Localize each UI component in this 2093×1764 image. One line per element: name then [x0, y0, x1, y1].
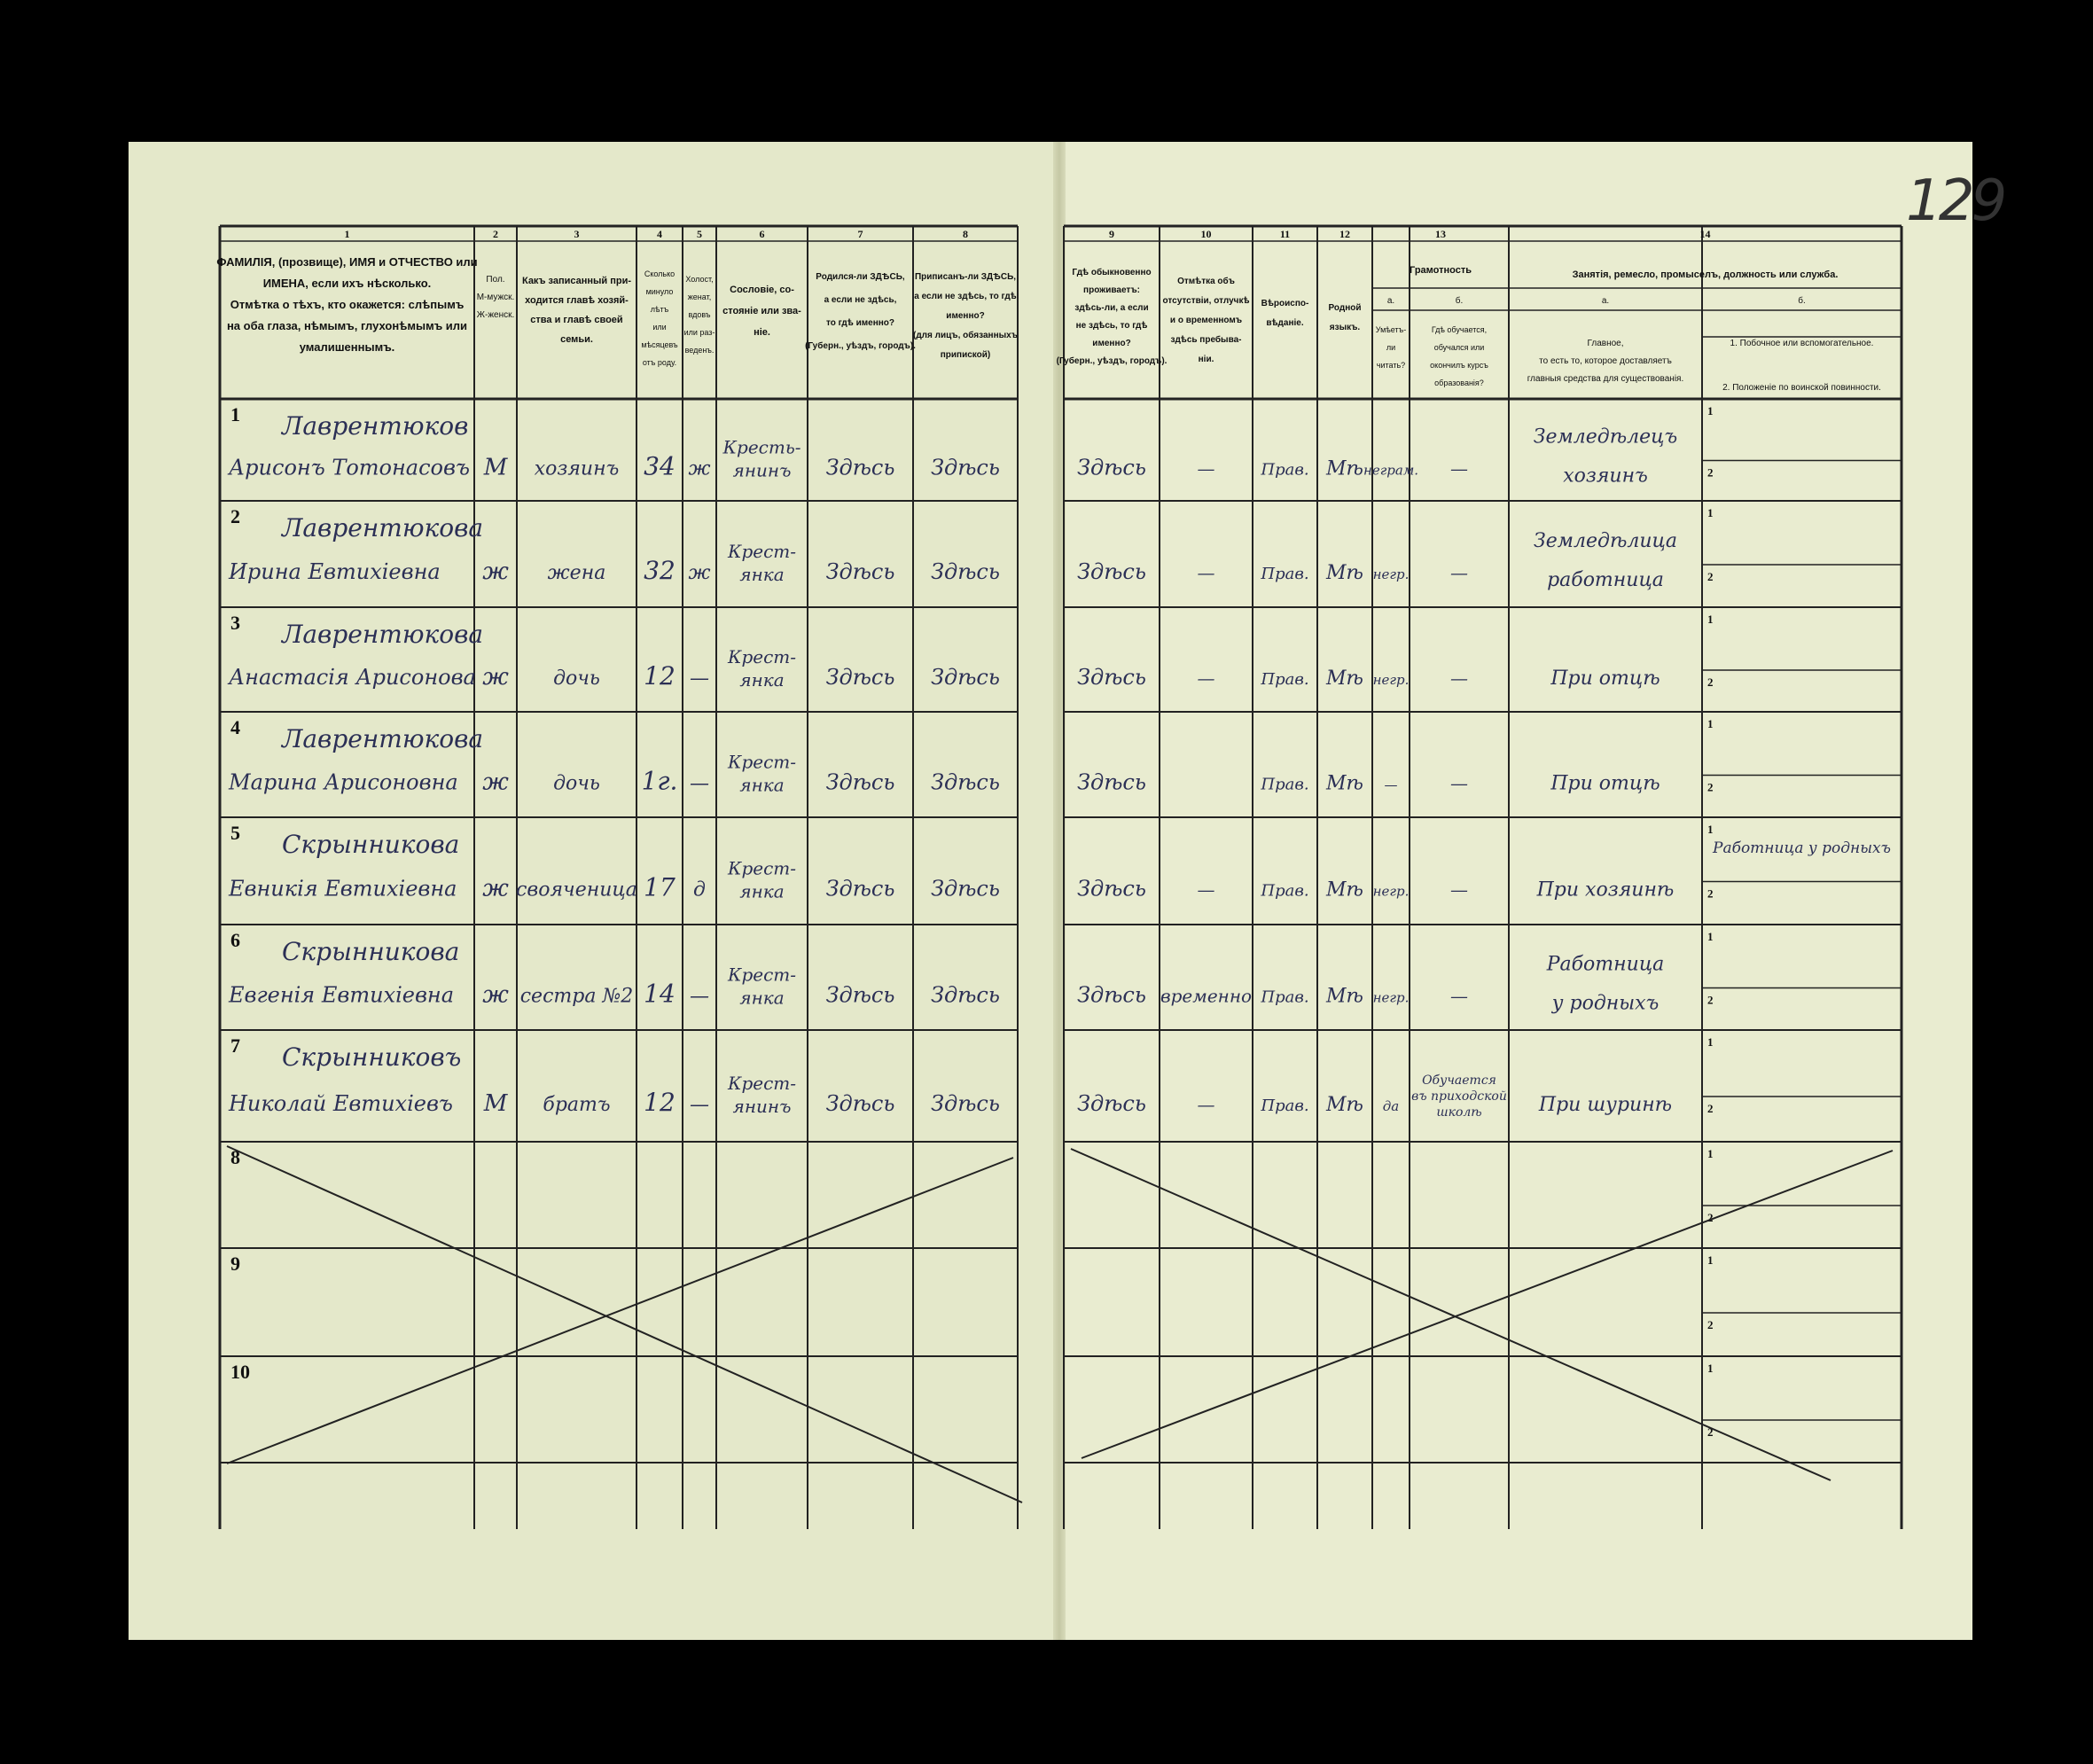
- header-absence: здѣсь пребыва-: [1170, 335, 1242, 345]
- registered-value: Здѣсь: [931, 876, 1000, 902]
- age-value: 12: [644, 661, 676, 691]
- literate-value: негр.: [1372, 989, 1410, 1006]
- lives-value: Здѣсь: [1077, 559, 1146, 584]
- schooling-value: —: [1450, 667, 1468, 689]
- header-registered: припиской): [940, 350, 991, 360]
- sub-row-number: 2: [1707, 1102, 1714, 1115]
- relation-value: хозяинъ: [534, 457, 620, 480]
- column-number: 12: [1339, 228, 1350, 240]
- lives-value: Здѣсь: [1077, 982, 1146, 1008]
- religion-value: Прав.: [1261, 987, 1309, 1007]
- lives-value: Здѣсь: [1077, 455, 1146, 480]
- absence-value: —: [1197, 878, 1215, 901]
- religion-value: Прав.: [1261, 775, 1309, 794]
- marital-value: —: [690, 667, 709, 690]
- column-number: 10: [1200, 228, 1212, 240]
- literate-value: негр.: [1372, 883, 1410, 900]
- sub-row-number: 2: [1707, 886, 1714, 901]
- header-estate: ніе.: [754, 327, 770, 338]
- schooling-value: —: [1450, 878, 1468, 901]
- column-number: 6: [759, 228, 765, 240]
- row-number: 6: [230, 929, 240, 951]
- crossout-line: [227, 1146, 1022, 1503]
- header-literacy: Грамотность: [1410, 265, 1472, 276]
- header-relation: ства и главѣ своей: [530, 315, 623, 325]
- column-number: 11: [1279, 228, 1291, 240]
- sub-row-number: 2: [1707, 465, 1714, 480]
- surname: Скрынниковъ: [282, 1042, 462, 1072]
- header-can-read: Умѣетъ-: [1375, 325, 1407, 334]
- estate-value: янинъ: [732, 459, 792, 481]
- header-marital: веденъ.: [684, 346, 715, 355]
- given-name: Арисонъ Тотонасовъ: [229, 455, 470, 480]
- estate-value: Кресть-: [722, 436, 801, 458]
- header-language: языкъ.: [1329, 323, 1361, 332]
- given-name: Евникія Евтихіевна: [229, 876, 457, 902]
- relation-value: сестра №2: [519, 985, 634, 1008]
- sub-row-number: 1: [1707, 1253, 1714, 1267]
- row-number: 3: [230, 612, 240, 634]
- sex-value: ж: [482, 875, 509, 902]
- registered-value: Здѣсь: [931, 982, 1000, 1008]
- header-sex: М-мужск.: [476, 293, 515, 302]
- header-age: лѣтъ: [650, 305, 669, 314]
- relation-value: братъ: [543, 1094, 611, 1116]
- header-born: то гдѣ именно?: [826, 318, 894, 328]
- sub-row-number: 2: [1707, 570, 1714, 583]
- header-religion: Вѣроиспо-: [1261, 299, 1309, 308]
- header-marital: женат,: [687, 293, 712, 301]
- header-registered: Приписанъ-ли ЗДѢСЬ,: [914, 272, 1017, 282]
- surname: Скрынникова: [282, 830, 460, 859]
- row-number: 5: [230, 822, 240, 844]
- column-number: 5: [697, 228, 702, 240]
- given-name: Евгенія Евтихіевна: [229, 982, 455, 1008]
- header-military: 2. Положеніе по воинской повинности.: [1722, 383, 1881, 393]
- estate-value: янка: [739, 774, 785, 796]
- sex-value: ж: [482, 664, 509, 691]
- header-age: или: [652, 323, 667, 332]
- estate-value: янка: [739, 669, 785, 691]
- born-value: Здѣсь: [825, 982, 895, 1008]
- header-born: (Губерн., уѣздъ, городъ).: [805, 341, 916, 351]
- estate-value: Крест-: [727, 1073, 797, 1094]
- occupation-value: хозяинъ: [1563, 464, 1648, 488]
- estate-value: Крест-: [727, 541, 797, 562]
- surname: Лаврентюкова: [282, 513, 484, 542]
- estate-value: янка: [739, 987, 785, 1009]
- header-relation: ходится главѣ хозяй-: [525, 295, 629, 306]
- sub-row-number: 1: [1707, 613, 1714, 626]
- header-schooling: окончилъ курсъ: [1430, 361, 1488, 370]
- header-age: Сколько: [644, 269, 676, 278]
- header-main-occupation: Главное,: [1587, 339, 1624, 348]
- language-value: Мѣ: [1326, 878, 1363, 902]
- row-number: 8: [230, 1146, 240, 1168]
- born-value: Здѣсь: [825, 455, 895, 480]
- column-number: 9: [1109, 228, 1114, 240]
- religion-value: Прав.: [1261, 460, 1309, 480]
- occupation-value: Работница: [1546, 953, 1665, 976]
- column-number: 2: [493, 228, 498, 240]
- header-name: ИМЕНА, если ихъ нѣсколько.: [262, 277, 432, 290]
- estate-value: Крест-: [727, 857, 797, 879]
- estate-value: янка: [739, 880, 785, 902]
- crossout-line: [227, 1158, 1013, 1463]
- header-religion: вѣданіе.: [1266, 318, 1304, 328]
- header-sex: Ж-женск.: [476, 310, 515, 320]
- absence-value: —: [1197, 562, 1215, 583]
- lives-value: Здѣсь: [1077, 1091, 1146, 1116]
- religion-value: Прав.: [1261, 670, 1309, 689]
- absence-value: —: [1197, 667, 1215, 689]
- religion-value: Прав.: [1261, 1097, 1309, 1115]
- registered-value: Здѣсь: [931, 665, 1000, 690]
- header-relation: семьи.: [560, 334, 593, 345]
- language-value: Мѣ: [1326, 1094, 1363, 1116]
- header-schooling: образованія?: [1434, 379, 1484, 387]
- header-sex: Пол.: [486, 275, 505, 285]
- estate-value: Крест-: [727, 964, 797, 986]
- header-registered: а если не здѣсь, то гдѣ: [914, 292, 1017, 301]
- sub-row-number: 2: [1707, 1425, 1714, 1439]
- given-name: Марина Арисоновна: [229, 769, 458, 795]
- occupation-value: При отцѣ: [1550, 667, 1660, 690]
- sub-row-number: 1: [1707, 1147, 1714, 1160]
- surname: Лаврентюкова: [282, 620, 484, 649]
- language-value: Мѣ: [1326, 457, 1363, 480]
- literate-value: да: [1382, 1098, 1400, 1114]
- header-marital: или раз-: [683, 328, 715, 337]
- lives-value: Здѣсь: [1077, 769, 1146, 795]
- sex-value: ж: [482, 981, 509, 1009]
- column-number: 1: [344, 228, 350, 240]
- header-absence: отсутствіи, отлучкѣ: [1162, 296, 1250, 306]
- sub-row-number: 1: [1707, 930, 1714, 943]
- occupation-value: работница: [1547, 569, 1664, 591]
- sex-value: ж: [482, 558, 509, 585]
- header-side-occupation: 1. Побочное или вспомогательное.: [1730, 339, 1874, 348]
- estate-value: янка: [739, 564, 785, 585]
- header-main-occupation: то есть то, которое доставляетъ: [1539, 356, 1672, 366]
- header-occupation: Занятія, ремесло, промыселъ, должность или служба.: [1572, 269, 1839, 280]
- header-lives: (Губерн., уѣздъ, городъ).: [1056, 356, 1168, 366]
- age-value: 14: [644, 979, 676, 1009]
- schooling-value: —: [1450, 562, 1468, 583]
- row-number: 4: [230, 716, 240, 738]
- literate-value: —: [1384, 777, 1398, 793]
- lives-value: Здѣсь: [1077, 876, 1146, 902]
- schooling-value: —: [1450, 772, 1468, 794]
- header-registered: (для лицъ, обязанныхъ: [913, 331, 1018, 340]
- relation-value: дочь: [553, 772, 600, 795]
- schooling-value: —: [1450, 985, 1468, 1007]
- born-value: Здѣсь: [825, 769, 895, 795]
- marital-value: —: [690, 1094, 709, 1116]
- header-lives: проживаетъ:: [1083, 285, 1140, 295]
- absence-value: временно: [1160, 985, 1253, 1007]
- language-value: Мѣ: [1326, 562, 1363, 584]
- column-number: 14: [1699, 228, 1711, 240]
- sex-value: М: [483, 454, 508, 481]
- age-value: 32: [644, 556, 676, 585]
- marital-value: ж: [688, 457, 711, 480]
- side-occupation-value: Работница у родныхъ: [1713, 839, 1891, 857]
- header-age: мѣсяцевъ: [641, 340, 678, 349]
- born-value: Здѣсь: [825, 559, 895, 584]
- sub-row-number: 2: [1707, 1318, 1714, 1331]
- sub-row-number: 2: [1707, 675, 1714, 689]
- occupation-value: При отцѣ: [1550, 772, 1660, 795]
- language-value: Мѣ: [1326, 772, 1363, 795]
- sub-row-number: 1: [1707, 1035, 1714, 1049]
- header-estate: стояніе или зва-: [722, 306, 801, 316]
- header-registered: именно?: [946, 311, 985, 321]
- registered-value: Здѣсь: [931, 769, 1000, 795]
- given-name: Ирина Евтихіевна: [229, 559, 441, 584]
- crossout-line: [1082, 1151, 1893, 1458]
- occupation-value: Земледѣлецъ: [1533, 425, 1678, 449]
- absence-value: —: [1197, 457, 1215, 480]
- occupation-value: При шуринѣ: [1538, 1094, 1673, 1116]
- header-language: Родной: [1328, 303, 1362, 313]
- marital-value: ж: [688, 562, 711, 584]
- registered-value: Здѣсь: [931, 1091, 1000, 1116]
- crossout-line: [1071, 1149, 1831, 1480]
- language-value: Мѣ: [1326, 667, 1363, 690]
- sub-row-number: 2: [1707, 780, 1714, 794]
- religion-value: Прав.: [1261, 565, 1309, 583]
- absence-value: —: [1197, 1094, 1215, 1115]
- sex-value: М: [483, 1090, 508, 1117]
- religion-value: Прав.: [1261, 881, 1309, 901]
- marital-value: —: [690, 985, 709, 1008]
- age-value: 34: [644, 451, 676, 481]
- header-sub-b: б.: [1455, 296, 1464, 306]
- surname: Лаврентюков: [282, 411, 469, 441]
- sub-row-number: 1: [1707, 506, 1714, 519]
- header-main-occupation: главныя средства для существованія.: [1527, 374, 1684, 384]
- header-born: а если не здѣсь,: [824, 295, 897, 305]
- relation-value: жена: [547, 562, 606, 584]
- header-name: ФАМИЛІЯ, (прозвище), ИМЯ и ОТЧЕСТВО или: [216, 255, 478, 269]
- estate-value: Крест-: [727, 751, 797, 773]
- lives-value: Здѣсь: [1077, 665, 1146, 690]
- header-sub-a: а.: [1601, 296, 1610, 306]
- row-number: 2: [230, 505, 240, 527]
- header-can-read: ли: [1386, 343, 1396, 352]
- header-lives: именно?: [1092, 339, 1131, 348]
- sex-value: ж: [482, 769, 509, 796]
- born-value: Здѣсь: [825, 876, 895, 902]
- header-name: Отмѣтка о тѣхъ, кто окажется: слѣпымъ: [230, 298, 465, 311]
- header-can-read: читать?: [1376, 361, 1406, 370]
- header-name: умалишеннымъ.: [299, 340, 395, 354]
- literate-value: неграм.: [1363, 462, 1419, 479]
- surname: Лаврентюкова: [282, 724, 484, 753]
- header-schooling: Гдѣ обучается,: [1431, 325, 1488, 334]
- header-relation: Какъ записанный при-: [521, 276, 632, 286]
- schooling-value: Обучается: [1422, 1073, 1496, 1088]
- marital-value: д: [693, 878, 706, 902]
- schooling-value: въ приходской: [1411, 1089, 1507, 1104]
- sub-row-number: 1: [1707, 1362, 1714, 1375]
- header-lives: не здѣсь, то гдѣ: [1075, 321, 1148, 331]
- sub-row-number: 1: [1707, 823, 1714, 836]
- row-number: 7: [230, 1034, 240, 1057]
- age-value: 12: [644, 1088, 676, 1117]
- literate-value: негр.: [1372, 566, 1410, 582]
- column-number: 8: [963, 228, 968, 240]
- header-age: отъ роду.: [642, 358, 677, 367]
- age-value: 17: [644, 872, 676, 902]
- header-sub-a: а.: [1386, 296, 1395, 306]
- header-age: минуло: [645, 287, 674, 296]
- sub-row-number: 1: [1707, 404, 1714, 418]
- occupation-value: у родныхъ: [1551, 992, 1660, 1015]
- header-absence: Отмѣтка объ: [1177, 277, 1235, 286]
- header-estate: Сословіе, со-: [730, 285, 794, 295]
- given-name: Николай Евтихіевъ: [229, 1091, 453, 1116]
- language-value: Мѣ: [1326, 985, 1363, 1008]
- sub-row-number: 1: [1707, 717, 1714, 730]
- literate-value: негр.: [1372, 672, 1410, 688]
- sub-row-number: 2: [1707, 1211, 1714, 1224]
- header-marital: вдовъ: [688, 310, 711, 319]
- row-number: 10: [230, 1361, 250, 1383]
- column-number: 4: [657, 228, 662, 240]
- age-value: 1г.: [641, 766, 678, 796]
- header-name: на оба глаза, нѣмымъ, глухонѣмымъ или: [226, 319, 468, 332]
- header-schooling: обучался или: [1433, 343, 1485, 352]
- relation-value: дочь: [553, 667, 600, 690]
- estate-value: Крест-: [727, 646, 797, 667]
- schooling-value: школѣ: [1436, 1105, 1482, 1120]
- header-lives: Гдѣ обыкновенно: [1072, 268, 1152, 277]
- surname: Скрынникова: [282, 937, 460, 966]
- page-number: 129: [1906, 168, 2004, 234]
- column-number: 3: [574, 228, 580, 240]
- row-number: 1: [230, 403, 240, 425]
- born-value: Здѣсь: [825, 665, 895, 690]
- row-number: 9: [230, 1253, 240, 1275]
- relation-value: свояченица: [516, 878, 637, 902]
- header-absence: и о временномъ: [1169, 316, 1243, 325]
- given-name: Анастасія Арисонова: [229, 665, 476, 690]
- column-number: 7: [857, 228, 863, 240]
- header-absence: ніи.: [1198, 355, 1214, 364]
- occupation-value: При хозяинѣ: [1536, 878, 1675, 902]
- born-value: Здѣсь: [825, 1091, 895, 1116]
- occupation-value: Земледѣлица: [1534, 530, 1677, 552]
- header-born: Родился-ли ЗДѢСЬ,: [816, 272, 905, 282]
- header-lives: здѣсь-ли, а если: [1074, 303, 1149, 313]
- marital-value: —: [690, 772, 709, 795]
- sub-row-number: 2: [1707, 993, 1714, 1007]
- schooling-value: —: [1450, 457, 1468, 480]
- column-number: 13: [1435, 228, 1446, 240]
- estate-value: янинъ: [732, 1096, 792, 1117]
- registered-value: Здѣсь: [931, 559, 1000, 584]
- header-marital: Холост,: [685, 275, 714, 284]
- header-sub-b: б.: [1798, 296, 1806, 306]
- registered-value: Здѣсь: [931, 455, 1000, 480]
